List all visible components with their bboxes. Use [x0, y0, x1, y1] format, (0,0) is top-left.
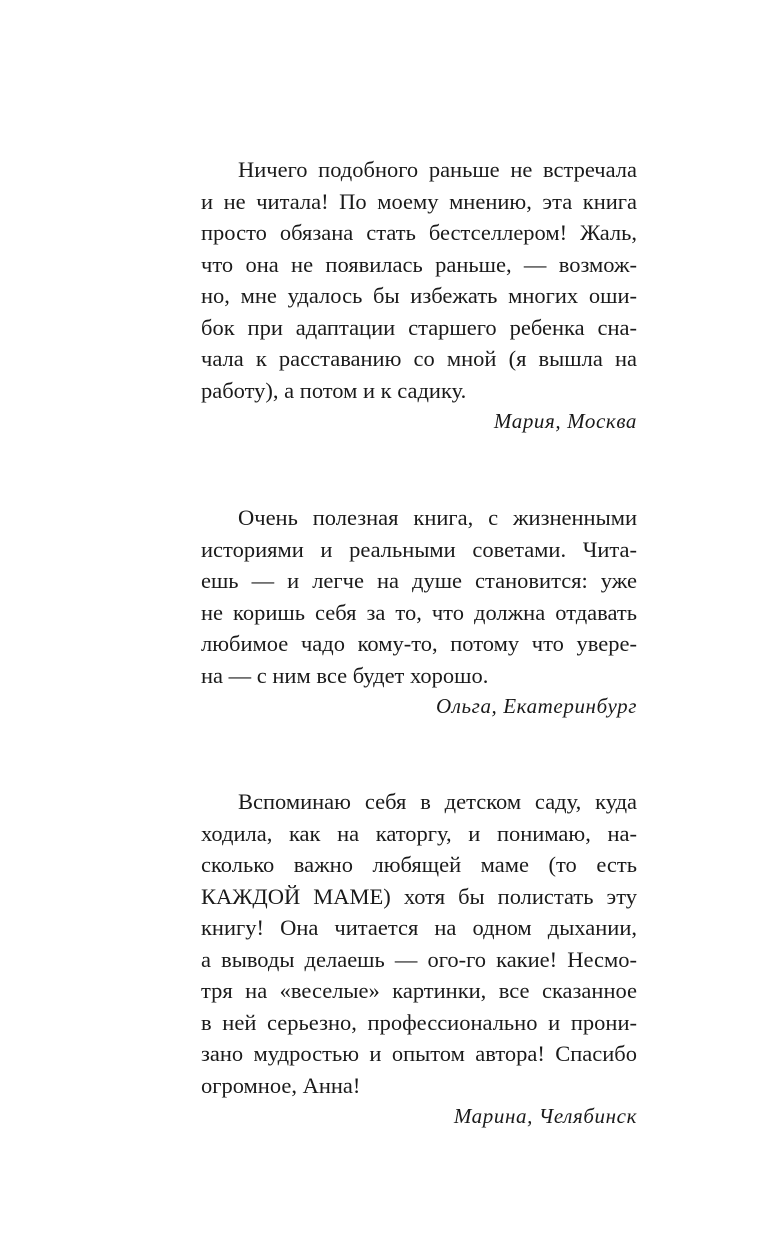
text-line: сколько важно любящей маме (то есть	[201, 852, 637, 877]
review-author: Марина, Челябинск	[453, 1104, 637, 1128]
text-line: тря на «веселые» картинки, все сказанное	[201, 978, 637, 1003]
review-text	[201, 502, 637, 691]
text-line: историями и реальными советами. Чита-	[201, 536, 637, 562]
text-line: чала к расставанию со мной (я вышла на	[201, 346, 637, 371]
text-line: ешь — и легче на душе становится: уже	[201, 568, 637, 593]
text-line: Вспоминаю себя в детском саду, куда	[238, 789, 637, 814]
review-text	[201, 786, 637, 1101]
text-line: и не читала! По моему мнению, эта книга	[201, 188, 637, 214]
text-line: на — с ним все будет хорошо.	[201, 662, 489, 688]
text-line: но, мне удалось бы избежать многих оши-	[201, 283, 637, 308]
text-line: бок при адаптации старшего ребенка сна-	[201, 314, 637, 340]
review-2	[201, 502, 637, 723]
text-line: любимое чадо кому-то, потому что увере-	[201, 631, 637, 656]
review-author: Ольга, Екатеринбург	[435, 694, 637, 718]
text-line: ходила, как на каторгу, и понимаю, на-	[201, 820, 637, 846]
text-line: книгу! Она читается на одном дыхании,	[201, 915, 637, 940]
text-line: не коришь себя за то, что должна отдавать	[201, 599, 637, 625]
text-line: просто обязана стать бестселлером! Жаль,	[201, 220, 637, 245]
text-line: КАЖДОЙ МАМЕ) хотя бы полистать эту	[201, 883, 637, 909]
review-author: Мария, Москва	[493, 409, 637, 433]
text-line: в ней серьезно, профессионально и прони-	[201, 1009, 637, 1035]
text-line: огромное, Анна!	[201, 1072, 361, 1098]
text-line: что она не появилась раньше, — возмож-	[201, 251, 637, 277]
review-1	[201, 154, 637, 438]
review-text	[201, 154, 637, 406]
text-line: работу), а потом и к садику.	[201, 377, 467, 403]
review-3	[201, 786, 637, 1133]
text-line: Очень полезная книга, с жизненными	[238, 505, 637, 530]
text-line: Ничего подобного раньше не встречала	[238, 157, 637, 182]
text-line: а выводы делаешь — ого-го какие! Несмо-	[201, 946, 637, 972]
text-line: зано мудростью и опытом автора! Спасибо	[201, 1041, 637, 1066]
